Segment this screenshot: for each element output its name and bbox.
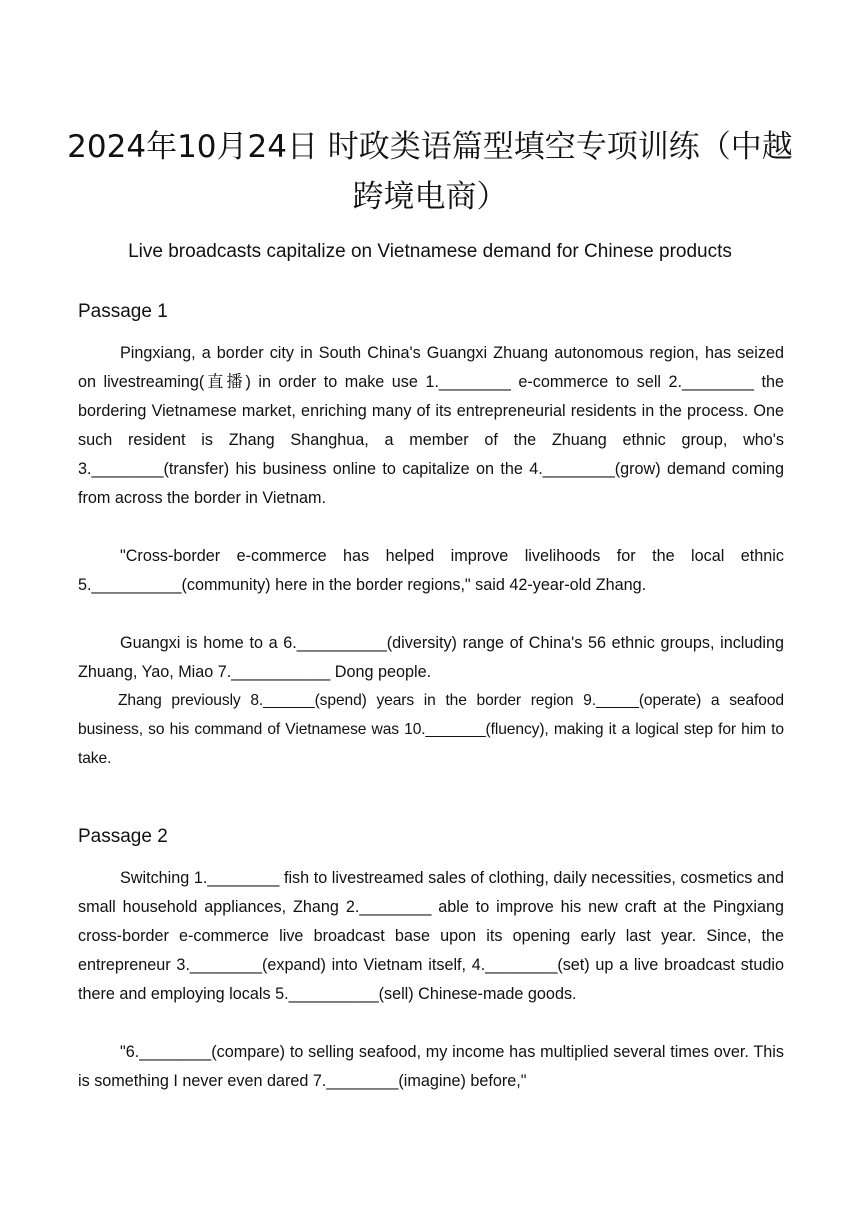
- passage-2-heading: Passage 2: [78, 826, 168, 847]
- passage-1-paragraph: Zhang previously 8.______(spend) years in the border region 9._____(operate) a seafood business, so his command of Vietnamese was 10._______(fluency), making it a logical step for him to take.: [78, 692, 784, 767]
- document-title: 2024年10月24日 时政类语篇型填空专项训练（中越跨境电商）: [67, 129, 793, 215]
- article-subtitle: Live broadcasts capitalize on Vietnamese demand for Chinese products: [128, 241, 732, 262]
- passage-2-paragraph: "6.________(compare) to selling seafood, my income has multiplied several times over. This is something I never even dared 7.________(imagine) before,": [78, 1043, 784, 1090]
- passage-2-paragraph: Switching 1.________ fish to livestreamed sales of clothing, daily necessities, cosmetics and small household appliances, Zhang 2.________ able to improve his new craft at the Pingxiang cross-border e-commerce live broadcast base upon its opening early last year. Since, the entrepreneur 3.________(expand) into Vietnam itself, 4.________(set) up a live broadcast studio there and employing locals 5.__________(sell) Chinese-made goods.: [78, 869, 784, 1003]
- passage-1-heading: Passage 1: [78, 301, 168, 322]
- passage-1-paragraph: Pingxiang, a border city in South China's Guangxi Zhuang autonomous region, has seized on livestreaming(直播) in order to make use 1.________ e-commerce to sell 2.________ the bordering Vietnamese market, enriching many of its entrepreneurial residents in the process. One such resident is Zhang Shanghua, a member of the Zhuang ethnic group, who's 3.________(transfer) his business online to capitalize on the 4.________(grow) demand coming from across the border in Vietnam.: [78, 344, 784, 507]
- passage-1-paragraph: Guangxi is home to a 6.__________(diversity) range of China's 56 ethnic groups, including Zhuang, Yao, Miao 7.___________ Dong people.: [78, 634, 784, 681]
- passage-1-paragraph: "Cross-border e-commerce has helped improve livelihoods for the local ethnic 5.__________(community) here in the border regions," said 42-year-old Zhang.: [78, 547, 784, 594]
